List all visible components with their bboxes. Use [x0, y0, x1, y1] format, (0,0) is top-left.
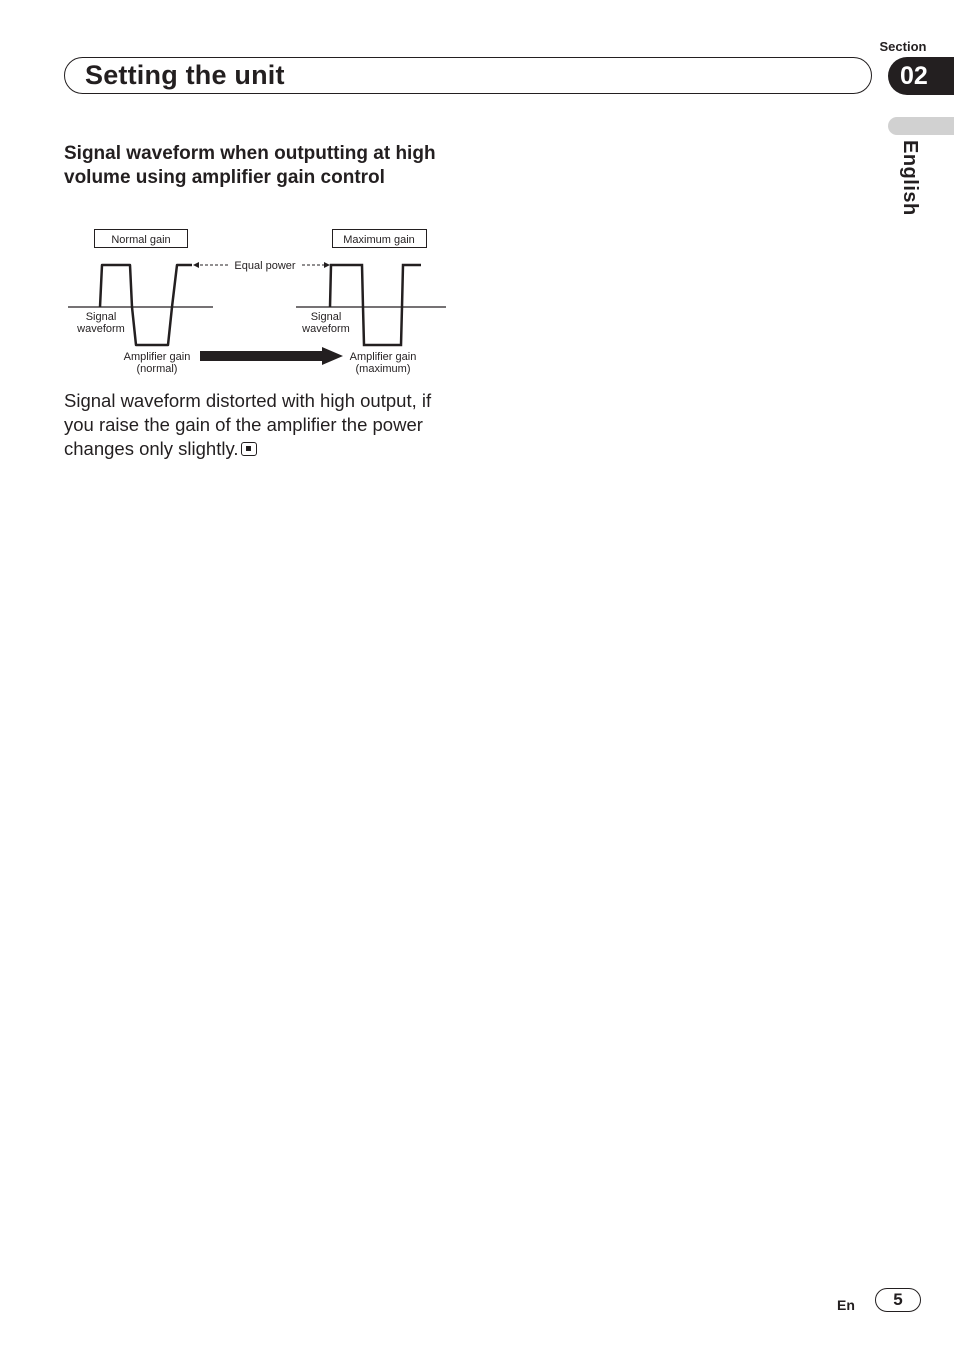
end-of-section-icon: [241, 442, 257, 456]
normal-gain-label: Normal gain: [111, 234, 171, 246]
amp-gain-normal-line1: Amplifier gain: [123, 351, 191, 363]
language-tab: [888, 117, 954, 135]
section-number-tab: 02: [888, 57, 954, 95]
title-bar: [64, 57, 872, 94]
signal-label-normal-line2: waveform: [77, 323, 125, 335]
signal-label-maximum-line2: waveform: [302, 323, 350, 335]
maximum-gain-label: Maximum gain: [343, 234, 415, 246]
amp-gain-maximum-line2: (maximum): [355, 363, 411, 375]
page-title: Setting the unit: [85, 60, 285, 90]
paragraph-text: Signal waveform distorted with high output, if you raise the gain of the amplifier the power changes only slightly.: [64, 390, 432, 459]
equal-power-label: Equal power: [234, 260, 296, 272]
signal-label-maximum-line1: Signal: [310, 311, 342, 323]
amp-gain-normal-line2: (normal): [136, 363, 178, 375]
section-heading: Signal waveform when outputting at high volume using amplifier gain control: [64, 143, 436, 188]
section-label: Section: [879, 39, 927, 54]
amp-gain-maximum-line1: Amplifier gain: [349, 351, 417, 363]
waveform-figure: [64, 225, 454, 385]
signal-label-normal-line1: Signal: [85, 311, 117, 323]
footer-language-code: En: [837, 1297, 855, 1313]
body-paragraph: [64, 389, 456, 461]
language-label: English: [899, 140, 921, 216]
page-number: 5: [875, 1288, 921, 1312]
gain-increase-arrow: [200, 347, 343, 365]
